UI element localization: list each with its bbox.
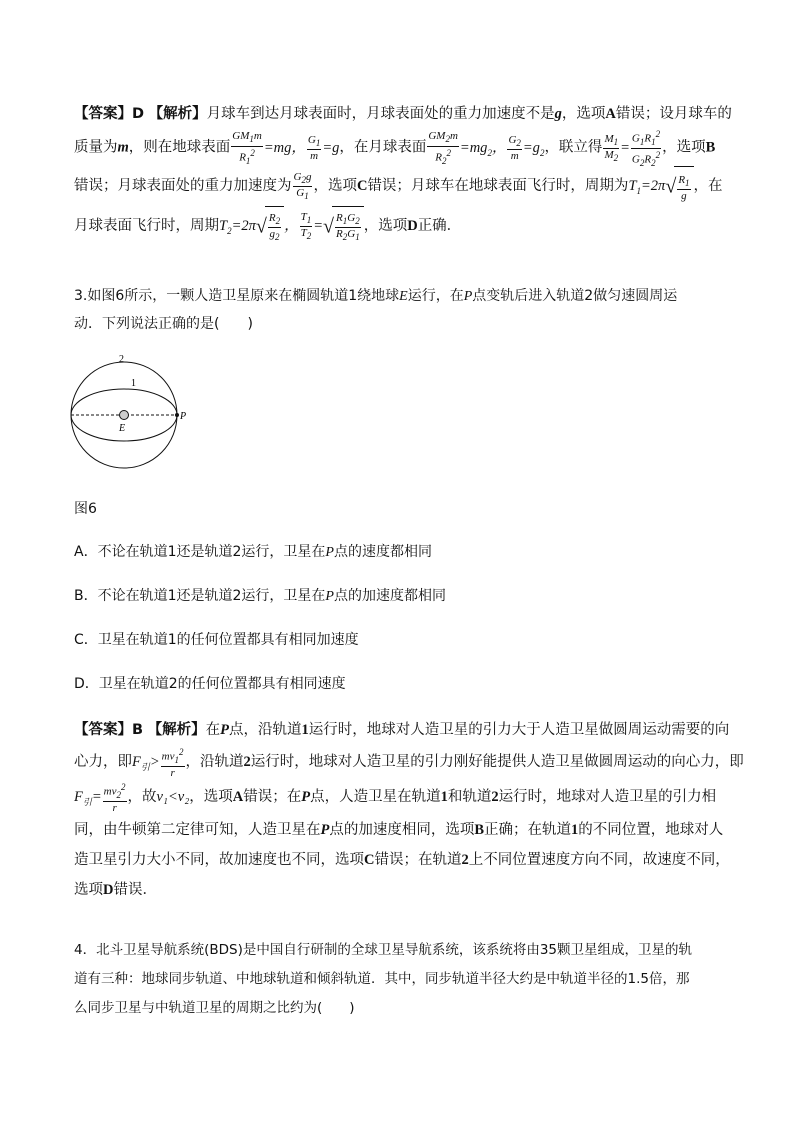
text: 点的速度都相同 <box>333 544 432 560</box>
analysis-tag: 【解析】 <box>147 722 206 738</box>
text: 心力，即 <box>74 754 132 770</box>
var: g <box>554 106 562 122</box>
question-4 <box>74 936 724 1023</box>
text: 运行，在 <box>407 288 464 304</box>
label-orbit-2: 2 <box>119 354 124 365</box>
option-d: D．卫星在轨道2的任何位置都具有相同速度 <box>74 676 346 692</box>
option-b <box>74 585 446 605</box>
text: 运行时，地球对人造卫星的引力刚好能提供人造卫星做圆周运动的向心力，即 <box>250 754 744 770</box>
text: 错误；月球车在地球表面飞行时，周期为 <box>367 178 629 194</box>
text: 同，由牛顿第二定律可知，人造卫星在 <box>74 822 321 838</box>
answer-tag: 【答案】B <box>74 722 144 738</box>
answer-2 <box>74 100 732 246</box>
text: ，选项 <box>313 178 357 194</box>
text: 点变轨后进入轨道2做匀速圆周运 <box>472 288 678 304</box>
q4-line-3: 么同步卫星与中轨道卫星的周期之比约为( ) <box>74 1000 355 1016</box>
text: 在 <box>205 722 221 738</box>
text: ，联立得 <box>544 139 603 156</box>
label-orbit-1: 1 <box>131 378 136 389</box>
text: 正确． <box>417 218 462 234</box>
text: 上不同位置速度方向不同，故速度不同， <box>468 852 730 868</box>
text: 的不同位置，地球对人 <box>578 822 724 838</box>
text: 3.如图6所示，一颗人造卫星原来在椭圆轨道1绕地球 <box>74 288 400 304</box>
formula: $\frac{GM_1m}{R_1^2}$ =mg， $\frac{G_1}{m}$ =g <box>232 130 340 166</box>
option-a <box>74 541 432 561</box>
q4-line-1: 4．北斗卫星导航系统(BDS)是中国自行研制的全球卫星导航系统，该系统将由35颗卫星组成，卫星的轨 <box>74 942 693 958</box>
text: 错误；在轨道 <box>374 852 462 868</box>
text: 动．下列说法正确的是( ) <box>74 316 253 332</box>
point-p <box>175 413 179 417</box>
var: P <box>325 545 334 560</box>
text: 错误；设月球车的 <box>615 106 732 122</box>
text: ，选项 <box>363 218 408 234</box>
orbit-ref: 1 <box>440 789 448 805</box>
var: P <box>220 722 230 738</box>
q4-line-2: 道有三种：地球同步轨道、中地球轨道和倾斜轨道．其中，同步轨道半径大约是中轨道半径的1.5倍，那 <box>74 971 690 987</box>
text: 月球车到达月球表面时，月球表面处的重力加速度不是 <box>206 106 555 122</box>
text: 错误；月球表面处的重力加速度为 <box>74 178 292 194</box>
label-earth: E <box>119 423 126 434</box>
text: ，则在地球表面 <box>128 139 231 156</box>
text: 和轨道 <box>447 789 492 805</box>
question-3 <box>74 282 724 338</box>
var: m <box>117 139 129 156</box>
orbit-ref: 2 <box>491 789 499 805</box>
text: 造卫星引力大小不同，故加速度也不同，选项 <box>74 852 364 868</box>
option-ref: D <box>103 882 114 898</box>
option-ref: C <box>356 178 368 194</box>
text: 错误． <box>113 882 157 898</box>
answer-tag: 【答案】D <box>74 106 145 122</box>
orbit-ref: 2 <box>461 852 469 868</box>
var: P <box>301 789 311 805</box>
option-ref: B <box>474 822 485 838</box>
orbit-ref: 1 <box>301 722 309 738</box>
text: 点，人造卫星在轨道 <box>310 789 441 805</box>
text: 点，沿轨道 <box>229 722 302 738</box>
formula: $\frac{G_2g}{G_1}$ <box>293 170 312 202</box>
orbit-ref: 2 <box>243 754 251 770</box>
text: ，在 <box>693 178 723 194</box>
option-ref: C <box>364 852 375 868</box>
text: 错误；在 <box>243 789 302 805</box>
earth-circle <box>120 411 129 420</box>
formula: $T_1=2\pi√$ $\frac{R_1}{g}$ <box>628 178 693 194</box>
figure-caption: 图6 <box>74 501 97 517</box>
text: 运行时，地球对人造卫星的引力相 <box>498 789 717 805</box>
option-c: C．卫星在轨道1的任何位置都具有相同加速度 <box>74 632 359 648</box>
text: 正确；在轨道 <box>484 822 572 838</box>
option-ref: A <box>232 789 244 805</box>
orbit-ref: 1 <box>571 822 579 838</box>
text: A．不论在轨道1还是轨道2运行，卫星在 <box>74 544 326 560</box>
text: 点的加速度相同，选项 <box>329 822 475 838</box>
text: 选项 <box>74 882 103 898</box>
text: ，选项 <box>662 139 706 156</box>
text: ，选项 <box>189 789 233 805</box>
formula: $\frac{M_1}{M_2}$ = $\frac{G_1R_1^2}{G_2R_2^2}$ <box>604 129 661 168</box>
orbit-figure <box>66 352 196 472</box>
text: ，沿轨道 <box>185 754 244 770</box>
text: 月球表面飞行时，周期 <box>74 218 219 234</box>
option-ref: B <box>705 139 716 156</box>
text: 运行时，地球对人造卫星的引力大于人造卫星做圆周运动需要的向 <box>308 722 730 738</box>
text: 点的加速度都相同 <box>333 588 446 604</box>
analysis-tag: 【解析】 <box>148 106 207 122</box>
text: ，故 <box>127 789 157 805</box>
formula: $\frac{GM_2m}{R_2^2}$ $=mg_2$， $\frac{G_2}{m}$ $=g_2$ <box>428 130 545 166</box>
label-point: P <box>180 411 187 422</box>
var: E <box>399 289 408 304</box>
formula: $F_引=$ $\frac{mv_2^2}{r}$ <box>74 782 126 815</box>
var: P <box>320 822 330 838</box>
formula: $T_2=2\pi√$ $\frac{R_2}{g_2}$ ， $\frac{T_1}{T_2}$ =√ $\frac{R_1G_2}{R_2G_1}$ <box>219 218 364 234</box>
text: ，在月球表面 <box>339 139 427 156</box>
formula: $F_引>$ $\frac{mv_1^2}{r}$ <box>132 747 184 780</box>
answer-3 <box>74 715 744 905</box>
text: 质量为 <box>74 139 118 156</box>
text: B．不论在轨道1还是轨道2运行，卫星在 <box>74 588 326 604</box>
text: ，选项 <box>561 106 606 122</box>
option-ref: A <box>605 106 616 122</box>
formula: v₁<v₂ <box>156 789 190 805</box>
option-ref: D <box>407 218 418 234</box>
var: P <box>463 289 473 304</box>
var: P <box>325 589 334 604</box>
